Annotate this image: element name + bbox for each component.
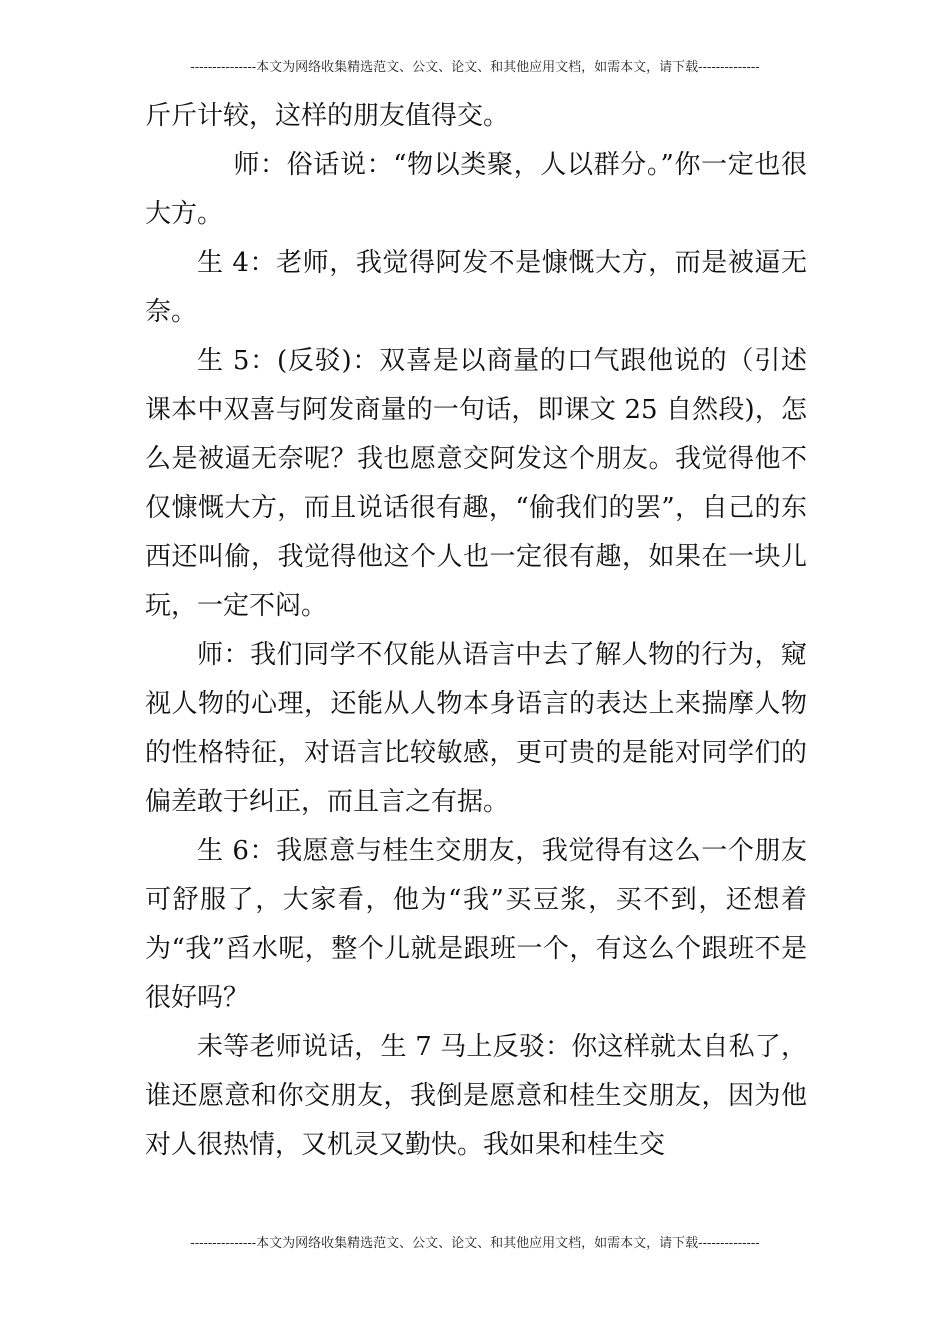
paragraph-student-5: 生 5：(反驳)：双喜是以商量的口气跟他说的（引述课本中双喜与阿发商量的一句话，即课文 25 自然段)，怎么是被逼无奈呢？我也愿意交阿发这个朋友。我觉得他不仅慷慨大方，而且说话很有趣，“偷我们的罢”，自己的东西还叫偷，我觉得他这个人也一定很有趣，如果在一块儿玩，一定不闷。 (145, 346, 807, 621)
paragraph-teacher-1: 师：俗话说：“物以类聚，人以群分。”你一定也很大方。 (145, 150, 807, 229)
page-header-banner: ---------------本文为网络收集精选范文、公文、论文、和其他应用文档，如需本文，请下载-------------- (190, 60, 760, 75)
paragraph-student-6: 生 6：我愿意与桂生交朋友，我觉得有这么一个朋友可舒服了，大家看，他为“我”买豆浆，买不到，还想着为“我”舀水呢，整个儿就是跟班一个，有这么个跟班不是很好吗？ (145, 836, 807, 1013)
paragraph-student-7: 未等老师说话，生 7 马上反驳：你这样就太自私了，谁还愿意和你交朋友，我倒是愿意和桂生交朋友，因为他对人很热情，又机灵又勤快。我如果和桂生交 (145, 1032, 807, 1160)
paragraph-teacher-2: 师：我们同学不仅能从语言中去了解人物的行为，窥视人物的心理，还能从人物本身语言的表达上来揣摩人物的性格特征，对语言比较敏感，更可贵的是能对同学们的偏差敢于纠正，而且言之有据。 (145, 640, 807, 817)
paragraph-student-4: 生 4：老师，我觉得阿发不是慷慨大方，而是被逼无奈。 (145, 248, 807, 327)
document-body (145, 92, 807, 1170)
paragraph-continuation: 斤斤计较，这样的朋友值得交。 (145, 101, 510, 131)
page-footer-banner: ---------------本文为网络收集精选范文、公文、论文、和其他应用文档，如需本文，请下载-------------- (190, 1236, 760, 1251)
